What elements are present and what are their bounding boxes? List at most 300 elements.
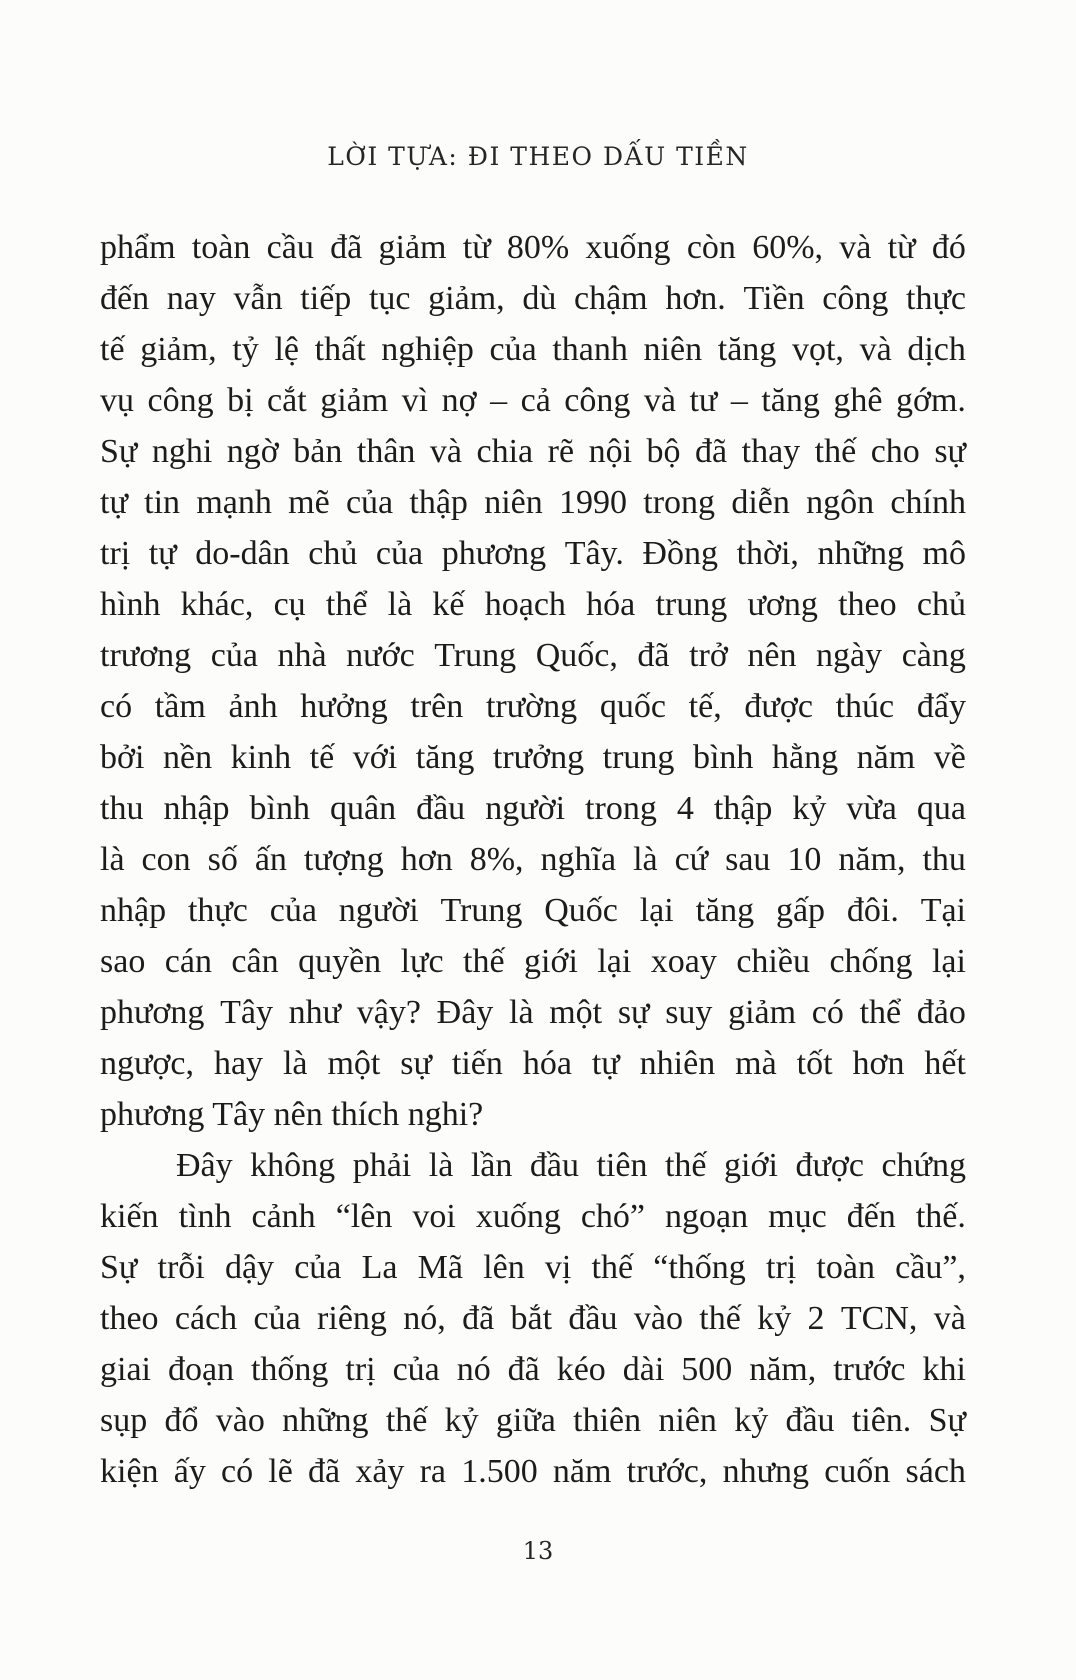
text-line-7 (100, 528, 966, 579)
word: suy (665, 994, 713, 1031)
word: thể (325, 586, 368, 623)
word: đầu (529, 1147, 579, 1184)
word: chính (890, 484, 966, 521)
word: Sự (100, 433, 138, 470)
word: trước, (626, 1453, 708, 1490)
word: đến (846, 1198, 896, 1235)
word: là (100, 841, 125, 878)
word: voi (412, 1198, 456, 1235)
word: thế. (915, 1198, 966, 1235)
word: được (795, 1147, 864, 1184)
word: toàn (191, 229, 251, 266)
word: tốt (796, 1045, 833, 1082)
word: là (387, 586, 413, 623)
word: thực (187, 892, 248, 929)
word: xuống (475, 1198, 561, 1235)
word: lệ (274, 331, 299, 368)
word: ngôn (806, 484, 875, 521)
word: 500 (681, 1351, 733, 1388)
text-line-16 (100, 987, 966, 1038)
word: nhập (163, 790, 230, 827)
word: kế (432, 586, 465, 623)
word: hơn (400, 841, 453, 878)
word: lại (931, 943, 966, 980)
body-text (100, 222, 966, 1497)
text-line-19-paragraph-start (100, 1140, 966, 1191)
word: ghê (833, 382, 883, 419)
word: vì (401, 382, 429, 419)
word: thế (463, 943, 505, 980)
word: sau (725, 841, 771, 878)
word: đẩy (916, 688, 966, 725)
word: tế, (688, 688, 722, 725)
word: của (210, 637, 258, 674)
word: mẽ (288, 484, 330, 521)
word: đã (462, 1300, 495, 1337)
word: là (633, 841, 658, 878)
word: tế (100, 331, 125, 368)
word: giảm, (428, 280, 505, 317)
word: đã (507, 1351, 540, 1388)
word: tăng (695, 892, 755, 929)
word: giai (100, 1351, 151, 1388)
word: bắt (510, 1300, 553, 1337)
word: kiến (100, 1198, 159, 1235)
word: phải (352, 1147, 412, 1184)
word: niên (658, 1402, 717, 1439)
word: theo (838, 586, 897, 623)
word: La (361, 1249, 398, 1286)
word: lần (470, 1147, 513, 1184)
word: hơn. (665, 280, 726, 317)
word: kỷ (734, 1402, 769, 1439)
word: từ (887, 229, 916, 266)
text-line-10 (100, 681, 966, 732)
word: hóa (522, 1045, 572, 1082)
word: – (730, 382, 748, 419)
word: cứ (674, 841, 709, 878)
word: nhà (277, 637, 327, 674)
text-line-1 (100, 222, 966, 273)
word: từ (462, 229, 491, 266)
word: vào (633, 1300, 683, 1337)
word: một (549, 994, 603, 1031)
word: lẽ (268, 1453, 293, 1490)
word: hết (924, 1045, 966, 1082)
word: tượng (303, 841, 384, 878)
text-line-11 (100, 732, 966, 783)
word: TCN, (840, 1300, 918, 1337)
word: nhiên (639, 1045, 716, 1082)
word: hóa (586, 586, 636, 623)
word: đôi. (846, 892, 899, 929)
word: thất (314, 331, 366, 368)
word: thời, (736, 535, 799, 572)
word: trương (100, 637, 192, 674)
word: một (327, 1045, 381, 1082)
word: đầu (416, 790, 466, 827)
word: nền (163, 739, 213, 776)
word: giảm (378, 229, 447, 266)
word: Trung (440, 892, 523, 929)
word: thu (922, 841, 966, 878)
text-line-13 (100, 834, 966, 885)
word: trị (100, 535, 131, 572)
text-line-22 (100, 1293, 966, 1344)
word: “thống (653, 1249, 746, 1286)
word: Tiền (743, 280, 805, 317)
word: ấy (173, 1453, 206, 1490)
word: Trung (434, 637, 517, 674)
word: ngoạn (665, 1198, 749, 1235)
word: đã (330, 229, 363, 266)
word: Quốc, (535, 637, 618, 674)
word: cầu”, (895, 1249, 966, 1286)
text-line-14 (100, 885, 966, 936)
word: hình (100, 586, 161, 623)
word: trong (585, 790, 657, 827)
text-line-5 (100, 426, 966, 477)
text-line-12 (100, 783, 966, 834)
word: của (294, 1249, 342, 1286)
word: niên (643, 331, 703, 368)
word: qua (916, 790, 966, 827)
word: thống (250, 1351, 329, 1388)
word: 4 (676, 790, 694, 827)
word: năm (856, 739, 916, 776)
word: nghi (151, 433, 213, 470)
word: trường (485, 688, 578, 725)
word: nó, (403, 1300, 446, 1337)
word: thế (591, 1249, 634, 1286)
word: sụp (100, 1402, 148, 1439)
word: vừa (846, 790, 897, 827)
word: còn (686, 229, 736, 266)
word: tin (144, 484, 181, 521)
word: của (253, 1300, 301, 1337)
word: đã (637, 637, 670, 674)
word: Sự (100, 1249, 138, 1286)
word: lại (597, 943, 632, 980)
word: Tại (920, 892, 966, 929)
word: đầu (568, 1300, 618, 1337)
word: về (933, 739, 966, 776)
word: với (352, 739, 398, 776)
word: công (822, 280, 889, 317)
word: của (489, 331, 537, 368)
word: ảnh (228, 688, 278, 725)
word: giảm (728, 994, 797, 1031)
word: thu (100, 790, 144, 827)
word: bản (293, 433, 343, 470)
text-line-24 (100, 1395, 966, 1446)
word: chứng (881, 1147, 966, 1184)
word: ngày (816, 637, 883, 674)
word: đoạn (167, 1351, 235, 1388)
word: 2 (807, 1300, 825, 1337)
word: 60%, (752, 229, 824, 266)
word: sự (400, 1045, 432, 1082)
word: hằng (772, 739, 839, 776)
word: kinh (230, 739, 292, 776)
word: ngược, (100, 1045, 194, 1082)
word: tăng (415, 739, 475, 776)
word: tăng (717, 331, 777, 368)
word: tiến (451, 1045, 503, 1082)
word: hay (213, 1045, 264, 1082)
word: được (744, 688, 813, 725)
word: là (282, 1045, 308, 1082)
word: của (375, 535, 424, 572)
text-line-2 (100, 273, 966, 324)
word: những (817, 535, 904, 572)
word: cách (174, 1300, 238, 1337)
word: đó (931, 229, 966, 266)
word: thế (664, 1147, 707, 1184)
word: đầu (785, 1402, 835, 1439)
word: Đồng (642, 535, 718, 572)
word: theo (100, 1300, 159, 1337)
word: 1990 (559, 484, 628, 521)
word: thể (859, 994, 902, 1031)
text-line-15 (100, 936, 966, 987)
word: “lên (335, 1198, 393, 1235)
word: đã (695, 433, 728, 470)
word: có (811, 994, 844, 1031)
word: trở (689, 637, 728, 674)
word: cầu (266, 229, 314, 266)
word: mô (922, 535, 966, 572)
word: công (564, 382, 631, 419)
word: nên (747, 637, 797, 674)
word: hưởng (300, 688, 388, 725)
word: tế (309, 739, 335, 776)
word: quốc (599, 688, 666, 725)
word: thập (713, 790, 773, 827)
word: trên (410, 688, 464, 725)
word: bộ (646, 433, 681, 470)
word: như (288, 994, 342, 1031)
word: không (250, 1147, 336, 1184)
word: tiếp (300, 280, 352, 317)
word: nợ (441, 382, 477, 419)
word: tiên (596, 1147, 648, 1184)
word: mạnh (196, 484, 272, 521)
running-head: LỜI TỰA: ĐI THEO DẤU TIỀN (327, 142, 749, 171)
word: tục (368, 280, 411, 317)
word: thập (409, 484, 468, 521)
word: chó” (580, 1198, 646, 1235)
word: đảo (916, 994, 966, 1031)
word: chậm (574, 280, 648, 317)
word: mục (768, 1198, 827, 1235)
word: càng (901, 637, 966, 674)
word: nó (456, 1351, 491, 1388)
word: Đây (436, 994, 494, 1031)
word: giới (524, 943, 578, 980)
word: xảy (355, 1453, 405, 1490)
word: của (392, 1351, 440, 1388)
word: nước (346, 637, 415, 674)
word: có (221, 1453, 254, 1490)
word: và (643, 382, 676, 419)
text-line-18-paragraph-end: phương Tây nên thích nghi? (100, 1096, 484, 1133)
word: kiện (100, 1453, 159, 1490)
word: năm, (749, 1351, 817, 1388)
word: chủ (916, 586, 966, 623)
word: cắt (267, 382, 307, 419)
word: người (338, 892, 419, 929)
word: xoay (650, 943, 717, 980)
word: cuốn (824, 1453, 891, 1490)
word: 8%, (469, 841, 524, 878)
word: nghiệp (381, 331, 474, 368)
word: vụ (100, 382, 134, 419)
word: tự (100, 484, 128, 521)
word: phương (100, 994, 205, 1031)
word: khi (922, 1351, 966, 1388)
word: dịch (907, 331, 966, 368)
text-line-17 (100, 1038, 966, 1089)
word: ấn (254, 841, 287, 878)
word: thế (699, 1300, 741, 1337)
word: đã (308, 1453, 341, 1490)
word: diễn (731, 484, 790, 521)
word: gấp (775, 892, 826, 929)
word: thay (741, 433, 801, 470)
word: giảm, (140, 331, 217, 368)
word: những (282, 1402, 369, 1439)
word: thân (356, 433, 416, 470)
word: ra (419, 1453, 447, 1490)
word: sự (617, 994, 650, 1031)
word: đổ (164, 1402, 199, 1439)
text-line-25 (100, 1446, 966, 1497)
word: tiên. (851, 1402, 912, 1439)
word: chia (476, 433, 534, 470)
word: là (509, 994, 534, 1031)
word: công (147, 382, 214, 419)
word: tỷ (232, 331, 259, 368)
word: khác, (180, 586, 254, 623)
word: có (100, 688, 133, 725)
word: và (859, 331, 892, 368)
word: hơn (852, 1045, 905, 1082)
word: con (141, 841, 191, 878)
word: số (207, 841, 238, 878)
word: năm (552, 1453, 612, 1490)
word: cảnh (251, 1198, 316, 1235)
word: vị (544, 1249, 572, 1286)
word: hoạch (484, 586, 566, 623)
word: dài (622, 1351, 665, 1388)
word: Tây (220, 994, 273, 1031)
word: 1.500 (461, 1453, 538, 1490)
word: dậy (224, 1249, 275, 1286)
word: cân (231, 943, 279, 980)
word: trung (655, 586, 728, 623)
word: là (428, 1147, 454, 1184)
word: vọt, (791, 331, 844, 368)
word: kỷ (792, 790, 827, 827)
word: cụ (273, 586, 306, 623)
word: tầm (154, 688, 206, 725)
word: thúc (835, 688, 895, 725)
word: dù (522, 280, 557, 317)
text-line-8 (100, 579, 966, 630)
word: của (345, 484, 394, 521)
word: vậy? (356, 994, 421, 1031)
word: 10 (787, 841, 822, 878)
word: do-dân (195, 535, 290, 572)
word: Mã (417, 1249, 463, 1286)
word: giới (724, 1147, 778, 1184)
word: sách (905, 1453, 966, 1490)
word: trung (602, 739, 675, 776)
word: kéo (556, 1351, 606, 1388)
word: chống (829, 943, 913, 980)
word: Sự (928, 1402, 966, 1439)
word: kỷ (757, 1300, 792, 1337)
word: trong (643, 484, 716, 521)
word: tăng (761, 382, 820, 419)
word: thế (814, 433, 857, 470)
word: giảm (320, 382, 389, 419)
word: sao (100, 943, 146, 980)
word: nhưng (722, 1453, 810, 1490)
word: giữa (495, 1402, 556, 1439)
word: người (485, 790, 566, 827)
word: lực (400, 943, 444, 980)
word: sự (934, 433, 966, 470)
text-line-3 (100, 324, 966, 375)
word: đến (100, 280, 150, 317)
word: phương (441, 535, 547, 572)
word: Đây (176, 1147, 233, 1184)
word: cho (870, 433, 920, 470)
word: bình (249, 790, 310, 827)
word: bởi (100, 739, 145, 776)
word: trỗi (157, 1249, 205, 1286)
word: mà (735, 1045, 777, 1082)
word: tư (689, 382, 718, 419)
word: thanh (552, 331, 628, 368)
word: lên (483, 1249, 525, 1286)
word: trưởng (492, 739, 585, 776)
word: toàn (816, 1249, 875, 1286)
word: nghĩa (540, 841, 617, 878)
word: quân (330, 790, 397, 827)
word: nay (166, 280, 216, 317)
word: thực (906, 280, 966, 317)
word: kỷ (444, 1402, 479, 1439)
word: năm, (838, 841, 906, 878)
word: thiên (573, 1402, 642, 1439)
word: xuống (585, 229, 671, 266)
word: trước (833, 1351, 906, 1388)
word: Quốc (544, 892, 618, 929)
word: phẩm (100, 229, 176, 266)
word: gớm. (896, 382, 966, 419)
word: chủ (308, 535, 358, 572)
word: vào (215, 1402, 265, 1439)
word: bình (692, 739, 754, 776)
word: và (839, 229, 872, 266)
text-line-6 (100, 477, 966, 528)
word: rẽ (547, 433, 575, 470)
word: bị (227, 382, 254, 419)
word: vẫn (233, 280, 283, 317)
